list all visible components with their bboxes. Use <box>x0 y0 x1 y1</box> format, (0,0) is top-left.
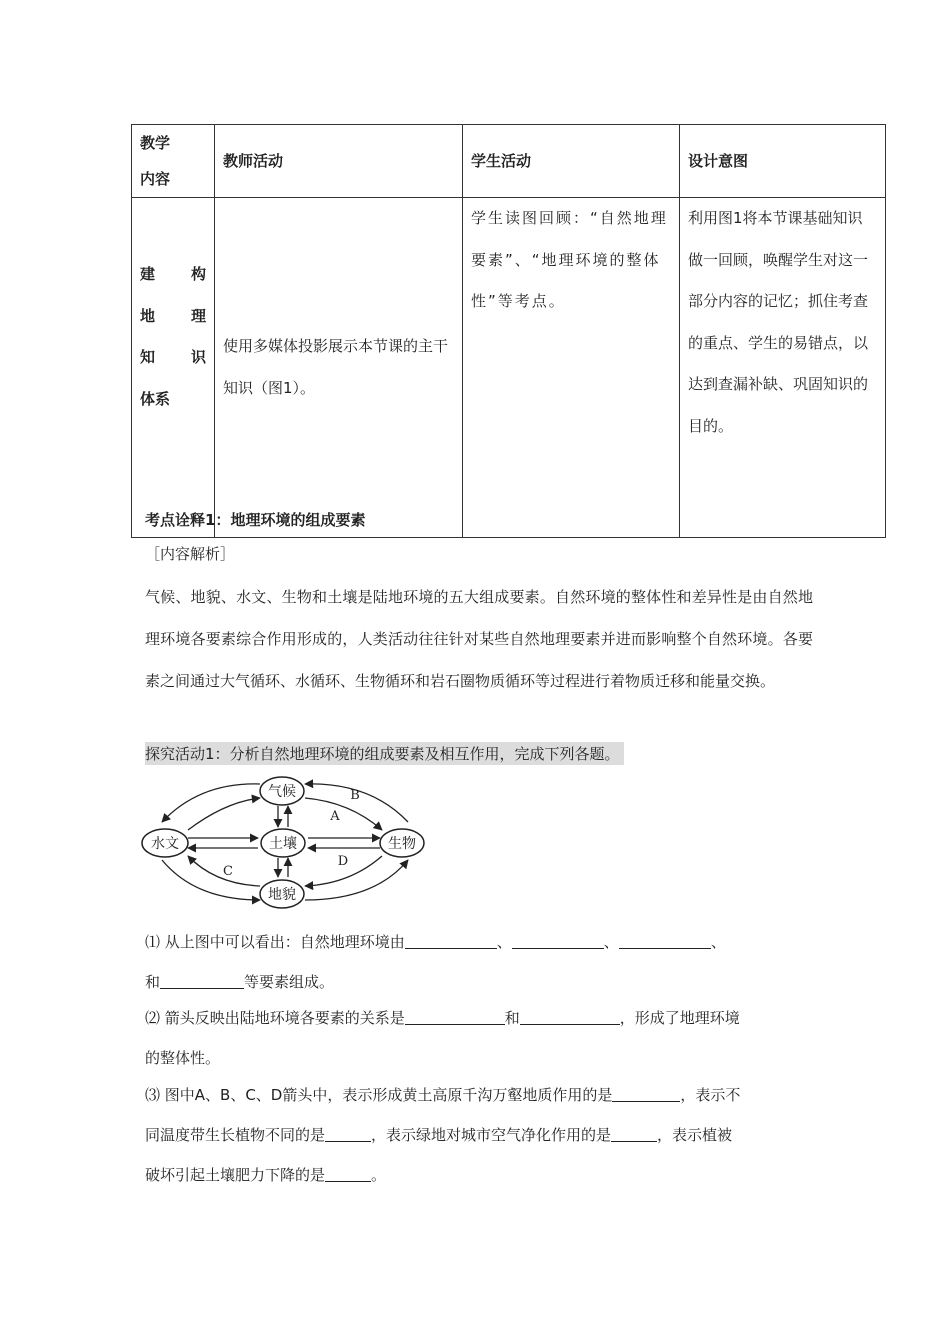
cell-topic <box>132 198 215 538</box>
arrow-hydro-climate <box>188 798 260 830</box>
q3-line3-a: 破坏引起土壤肥力下降的是 <box>145 1166 326 1184</box>
q1-blank-2[interactable] <box>512 930 604 949</box>
header-topic-line: 教学 <box>140 134 171 152</box>
arrow-label-d: D <box>337 854 349 869</box>
q3-line2-a: 同温度带生长植物不同的是 <box>145 1126 326 1144</box>
section-title: 考点诠释1：地理环境的组成要素 <box>145 511 366 529</box>
cell-student: 学生读图回顾：“自然地理要素”、“地理环境的整体性”等考点。 <box>463 198 680 538</box>
question-2 <box>145 998 815 1078</box>
q2-blank-1[interactable] <box>405 1006 505 1025</box>
q3-blank-4[interactable] <box>325 1163 371 1182</box>
q1-sep: 、 <box>603 933 619 951</box>
arrow-climate-bio <box>305 798 382 830</box>
arrow-climate-hydro <box>162 784 260 822</box>
header-student: 学生活动 <box>463 125 680 198</box>
q1-suffix: 等要素组成。 <box>244 973 335 991</box>
arrow-label-c: C <box>223 864 233 879</box>
topic-line: 知 识 <box>140 348 206 366</box>
q3-line3-b: 。 <box>371 1166 387 1184</box>
header-topic-line: 内容 <box>140 170 171 188</box>
q2-line2: 的整体性。 <box>145 1049 221 1067</box>
node-label-bio: 生物 <box>388 836 416 852</box>
arrow-hydro-landform <box>162 860 260 900</box>
cell-teacher: 使用多媒体投影展示本节课的主干知识（图1）。 <box>215 198 463 538</box>
q1-sep: 、 <box>710 933 726 951</box>
arrow-label-b: B <box>350 788 360 803</box>
q3-part2: ，表示不 <box>680 1086 741 1104</box>
arrow-label-a: A <box>330 809 340 824</box>
header-topic <box>132 125 215 198</box>
node-label-hydro: 水文 <box>151 836 179 852</box>
q1-blank-3[interactable] <box>619 930 711 949</box>
table-row <box>132 198 886 538</box>
topic-line: 地 理 <box>140 306 206 325</box>
q2-blank-2[interactable] <box>520 1006 620 1025</box>
question-1 <box>145 922 815 1002</box>
topic-line: 建 构 <box>140 265 206 283</box>
q2-prefix: ⑵ 箭头反映出陆地环境各要素的关系是 <box>145 1009 405 1027</box>
table-header-row <box>132 125 886 198</box>
activity-prompt: 探究活动1：分析自然地理环境的组成要素及相互作用，完成下列各题。 <box>145 742 624 765</box>
q3-line2-c: ，表示植被 <box>657 1126 733 1144</box>
topic-line: 体系 <box>140 389 171 408</box>
section-subtitle: ［内容解析］ <box>145 545 236 563</box>
lesson-table <box>131 124 886 538</box>
q2-and: 和 <box>504 1009 520 1027</box>
node-label-climate: 气候 <box>268 784 296 800</box>
header-intent: 设计意图 <box>680 125 886 198</box>
q2-suffix: ，形成了地理环境 <box>619 1009 740 1027</box>
arrow-landform-bio <box>305 860 408 900</box>
header-teacher: 教师活动 <box>215 125 463 198</box>
elements-diagram <box>140 772 430 912</box>
q1-prefix: ⑴ 从上图中可以看出：自然地理环境由 <box>145 933 405 951</box>
q3-line2-b: ，表示绿地对城市空气净化作用的是 <box>371 1126 612 1144</box>
node-label-landform: 地貌 <box>268 887 296 903</box>
q3-blank-1[interactable] <box>612 1083 680 1102</box>
q3-blank-3[interactable] <box>611 1123 657 1142</box>
section-paragraph: 气候、地貌、水文、生物和土壤是陆地环境的五大组成要素。自然环境的整体性和差异性是由自然地理环境各要素综合作用形成的，人类活动往往针对某些自然地理要素并进而影响整个自然环境。各要素之间通过大气循环、水循环、生物循环和岩石圈物质循环等过程进行着物质迁移和能量交换。 <box>145 588 813 690</box>
q1-blank-1[interactable] <box>405 930 497 949</box>
question-3 <box>145 1075 815 1195</box>
node-label-soil: 土壤 <box>269 836 297 852</box>
q1-sep: 、 <box>496 933 512 951</box>
q1-and: 和 <box>145 973 161 991</box>
q3-prefix: ⑶ 图中A、B、C、D箭头中，表示形成黄土高原千沟万壑地质作用的是 <box>145 1086 613 1104</box>
cell-intent: 利用图1将本节课基础知识做一回顾，唤醒学生对这一部分内容的记忆；抓住考查的重点、学生的易错点，以达到查漏补缺、巩固知识的目的。 <box>680 198 886 538</box>
q3-blank-2[interactable] <box>325 1123 371 1142</box>
q1-blank-4[interactable] <box>160 970 244 989</box>
